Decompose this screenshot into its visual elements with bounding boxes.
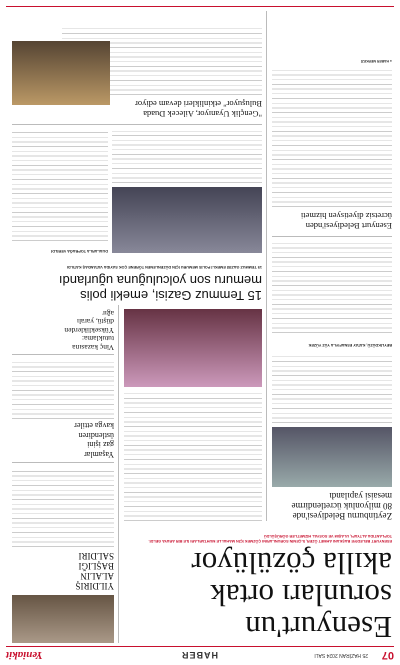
yildiz-photo xyxy=(12,595,114,643)
gazi-headline xyxy=(12,273,262,303)
divider xyxy=(272,236,392,237)
zeytinburnu-photo xyxy=(272,427,392,487)
kaynarca-headline-line-3: üstlendiren xyxy=(78,431,114,440)
yildiz-headline-line-3: BAŞLIĞI xyxy=(78,561,114,571)
gazi-deck: 15 TEMMUZ GAZİSİ EMEKLİ POLİS MEMURU İÇİN DÜZENLENEN TÖRENE ÇOK SAYIDA VATANDAŞ KATILDI xyxy=(66,265,262,269)
kaynarca-headline xyxy=(12,421,114,459)
lead-body xyxy=(124,391,262,521)
kaynarca-headline-line-4: kavga ettiler xyxy=(74,421,114,431)
vinc-headline-line-4: düştü, yaralı xyxy=(76,317,114,327)
genclik-headline-line-2: Buluşuyor" etkinlikleri devam ediyor xyxy=(135,99,262,109)
kaynarca-headline-line-1: Yaşamlar xyxy=(84,450,114,459)
page-number: 07 xyxy=(381,649,394,661)
gazi-photo xyxy=(112,187,262,253)
bottom-rule xyxy=(6,6,394,7)
gazi-headline-line-2: memuru son yolculuğuna uğurlandı xyxy=(58,273,262,288)
column-rule xyxy=(118,305,119,643)
lead-headline-line-3: akılla çözülüyor xyxy=(191,546,392,581)
yildiz-headline xyxy=(12,551,114,591)
lead-deck: ESENYURT BELEDİYE BAŞKANI AHMET ÖZER, İLÇENİN SORUNLARINI ÇÖZMEK İÇİN MAHALLE MUHTARLARI İLE BİR ARAYA GELDİ. TOPLANTIDA ALTYAPI, ULAŞIM VE SOSYAL HİZMETLER GÖRÜŞÜLDÜ xyxy=(148,534,392,543)
lead-headline-line-2: sorunları ortak xyxy=(210,578,392,613)
divider xyxy=(12,354,114,355)
beylikduzu-subhead: BEYLİKDÜZÜ, KATAY ESNAFIYLA YÜZ YÜZEK xyxy=(308,343,392,347)
byline: ● HABER MERKEZİ xyxy=(360,59,392,63)
esenyurt-diyetisyen-body xyxy=(272,67,392,207)
kaynarca-headline-line-2: gaz işini xyxy=(87,440,114,450)
zeytinburnu-headline-line-3: mesaisi yapılandı xyxy=(329,491,392,501)
zeytinburnu-body xyxy=(272,353,392,423)
gazi-body xyxy=(12,131,108,241)
vinc-headline-line-2: tutuklama: xyxy=(81,334,114,344)
divider xyxy=(12,462,114,463)
vinc-headline-line-3: Yüksekliklerden xyxy=(64,326,114,335)
masthead xyxy=(6,646,394,661)
zeytinburnu-headline-line-2: 80 milyonluk ücretlendirme xyxy=(291,501,392,511)
gazi-headline-line-1: 15 Temmuz Gazisi, emekli polis xyxy=(80,288,262,303)
lead-headline-line-1: Esenyurt'un xyxy=(245,610,392,645)
esenyurt-diyetisyen-line-1: Esenyurt Belediyesi'nden xyxy=(305,221,392,231)
newspaper-logo: Yeniakit xyxy=(6,649,43,661)
lead-photo xyxy=(124,309,262,387)
section-label: HABER xyxy=(180,650,218,660)
kaynarca-body xyxy=(12,359,114,419)
divider xyxy=(12,124,262,125)
vinc-headline-line-5: ağır xyxy=(102,309,114,318)
genclik-headline-line-1: "Gençlik Uyanıyor, Ailecek Duada xyxy=(143,109,262,119)
gazi-subhead: DUALARLA TOPRAĞA VERİLDİ xyxy=(51,249,108,253)
lead-headline xyxy=(124,547,392,643)
vinc-headline-line-1: Vinç kazasına xyxy=(72,343,114,352)
vinc-headline xyxy=(12,309,114,352)
gazi-body-2 xyxy=(112,131,262,183)
yildiz-headline-line-1: YILDIRIŞ xyxy=(75,581,114,591)
yildiz-headline-line-4: SALDIRI xyxy=(78,551,114,561)
zeytinburnu-headline-line-1: Zeytinburnu Belediyesi'nde xyxy=(292,511,392,521)
yildiz-headline-line-2: ALALIN xyxy=(80,571,114,581)
esenyurt-diyetisyen-line-2: ücretsiz diyetisyen hizmeti xyxy=(300,211,392,221)
esenyurt-diyetisyen-headline xyxy=(272,211,392,231)
beylikduzu-body xyxy=(272,243,392,333)
column-rule xyxy=(266,11,267,521)
issue-date: 25 HAZİRAN 2024 SALI xyxy=(314,652,368,658)
zeytinburnu-headline xyxy=(272,491,392,521)
genclik-photo xyxy=(12,41,110,105)
yildiz-body xyxy=(12,467,114,547)
